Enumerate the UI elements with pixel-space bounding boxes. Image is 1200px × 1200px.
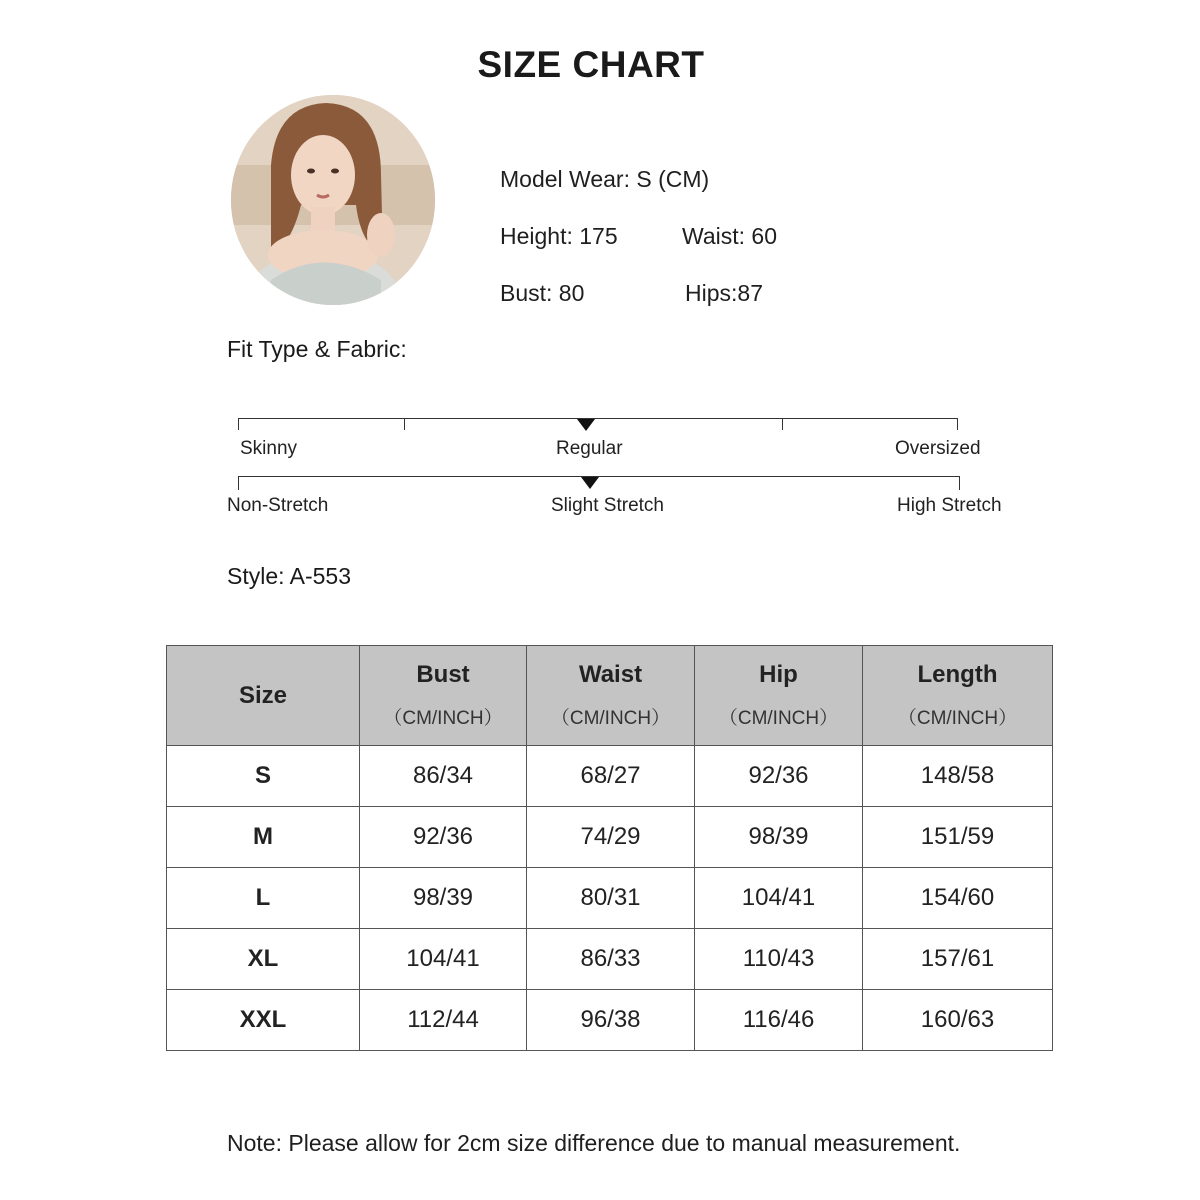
bust-cell: 92/36 <box>360 807 527 868</box>
size-cell: XL <box>167 929 360 990</box>
waist-cell: 80/31 <box>527 868 695 929</box>
fit-scale-tick <box>238 418 239 430</box>
model-waist: Waist: 60 <box>682 223 778 249</box>
header-label: Size <box>238 681 288 709</box>
fit-scale-tick <box>404 418 405 430</box>
stretch-scale-line <box>238 476 960 477</box>
fit-option-oversized: Oversized <box>895 438 981 459</box>
model-height: Height: 175 <box>500 223 618 249</box>
header-unit: （CM/INCH） <box>550 708 671 729</box>
table-row <box>167 929 1053 990</box>
waist-cell: 96/38 <box>527 990 695 1051</box>
header-label: Bust <box>416 661 470 688</box>
bust-cell: 104/41 <box>360 929 527 990</box>
fit-scale-line <box>238 418 958 419</box>
stretch-scale-tick <box>959 476 960 490</box>
fit-selected-marker <box>577 419 595 431</box>
header-label: Length <box>917 661 998 688</box>
header-bust <box>360 646 527 746</box>
bust-cell: 86/34 <box>360 746 527 807</box>
hip-cell: 98/39 <box>695 807 863 868</box>
size-cell: S <box>167 746 360 807</box>
waist-cell: 68/27 <box>527 746 695 807</box>
hip-cell: 116/46 <box>695 990 863 1051</box>
header-waist <box>527 646 695 746</box>
size-table <box>166 645 1053 1051</box>
size-cell: XXL <box>167 990 360 1051</box>
length-cell: 151/59 <box>863 807 1053 868</box>
page-title: SIZE CHART <box>477 44 705 85</box>
header-label: Waist <box>578 661 643 688</box>
waist-cell: 86/33 <box>527 929 695 990</box>
table-row <box>167 746 1053 807</box>
stretch-option-high-stretch: High Stretch <box>897 495 1002 516</box>
table-header-row <box>167 646 1053 746</box>
fit-type-label: Fit Type & Fabric: <box>227 336 407 362</box>
model-wear: Model Wear: S (CM) <box>500 166 710 192</box>
hip-cell: 104/41 <box>695 868 863 929</box>
style-code: Style: A-553 <box>227 563 352 589</box>
measurement-note: Note: Please allow for 2cm size difference due to manual measurement. <box>227 1130 961 1156</box>
hip-cell: 92/36 <box>695 746 863 807</box>
stretch-option-non-stretch: Non-Stretch <box>227 495 329 516</box>
header-unit: （CM/INCH） <box>718 708 839 729</box>
table-row <box>167 868 1053 929</box>
stretch-option-slight-stretch: Slight Stretch <box>551 495 664 516</box>
hip-cell: 110/43 <box>695 929 863 990</box>
header-unit: （CM/INCH） <box>383 708 503 729</box>
model-photo <box>231 95 435 305</box>
bust-cell: 112/44 <box>360 990 527 1051</box>
length-cell: 160/63 <box>863 990 1053 1051</box>
table-row <box>167 807 1053 868</box>
stretch-scale-tick <box>238 476 239 490</box>
header-size <box>167 646 360 746</box>
header-label: Hip <box>759 661 798 688</box>
table-row <box>167 990 1053 1051</box>
fit-scale-tick <box>957 418 958 430</box>
waist-cell: 74/29 <box>527 807 695 868</box>
length-cell: 148/58 <box>863 746 1053 807</box>
fit-option-regular: Regular <box>556 438 623 459</box>
bust-cell: 98/39 <box>360 868 527 929</box>
header-unit: （CM/INCH） <box>897 708 1018 729</box>
fit-option-skinny: Skinny <box>240 438 298 459</box>
size-cell: L <box>167 868 360 929</box>
header-hip <box>695 646 863 746</box>
header-length <box>863 646 1053 746</box>
model-bust: Bust: 80 <box>500 280 585 306</box>
stretch-selected-marker <box>581 477 599 489</box>
length-cell: 157/61 <box>863 929 1053 990</box>
size-cell: M <box>167 807 360 868</box>
length-cell: 154/60 <box>863 868 1053 929</box>
fit-scale-tick <box>782 418 783 430</box>
model-hips: Hips:87 <box>685 280 763 306</box>
